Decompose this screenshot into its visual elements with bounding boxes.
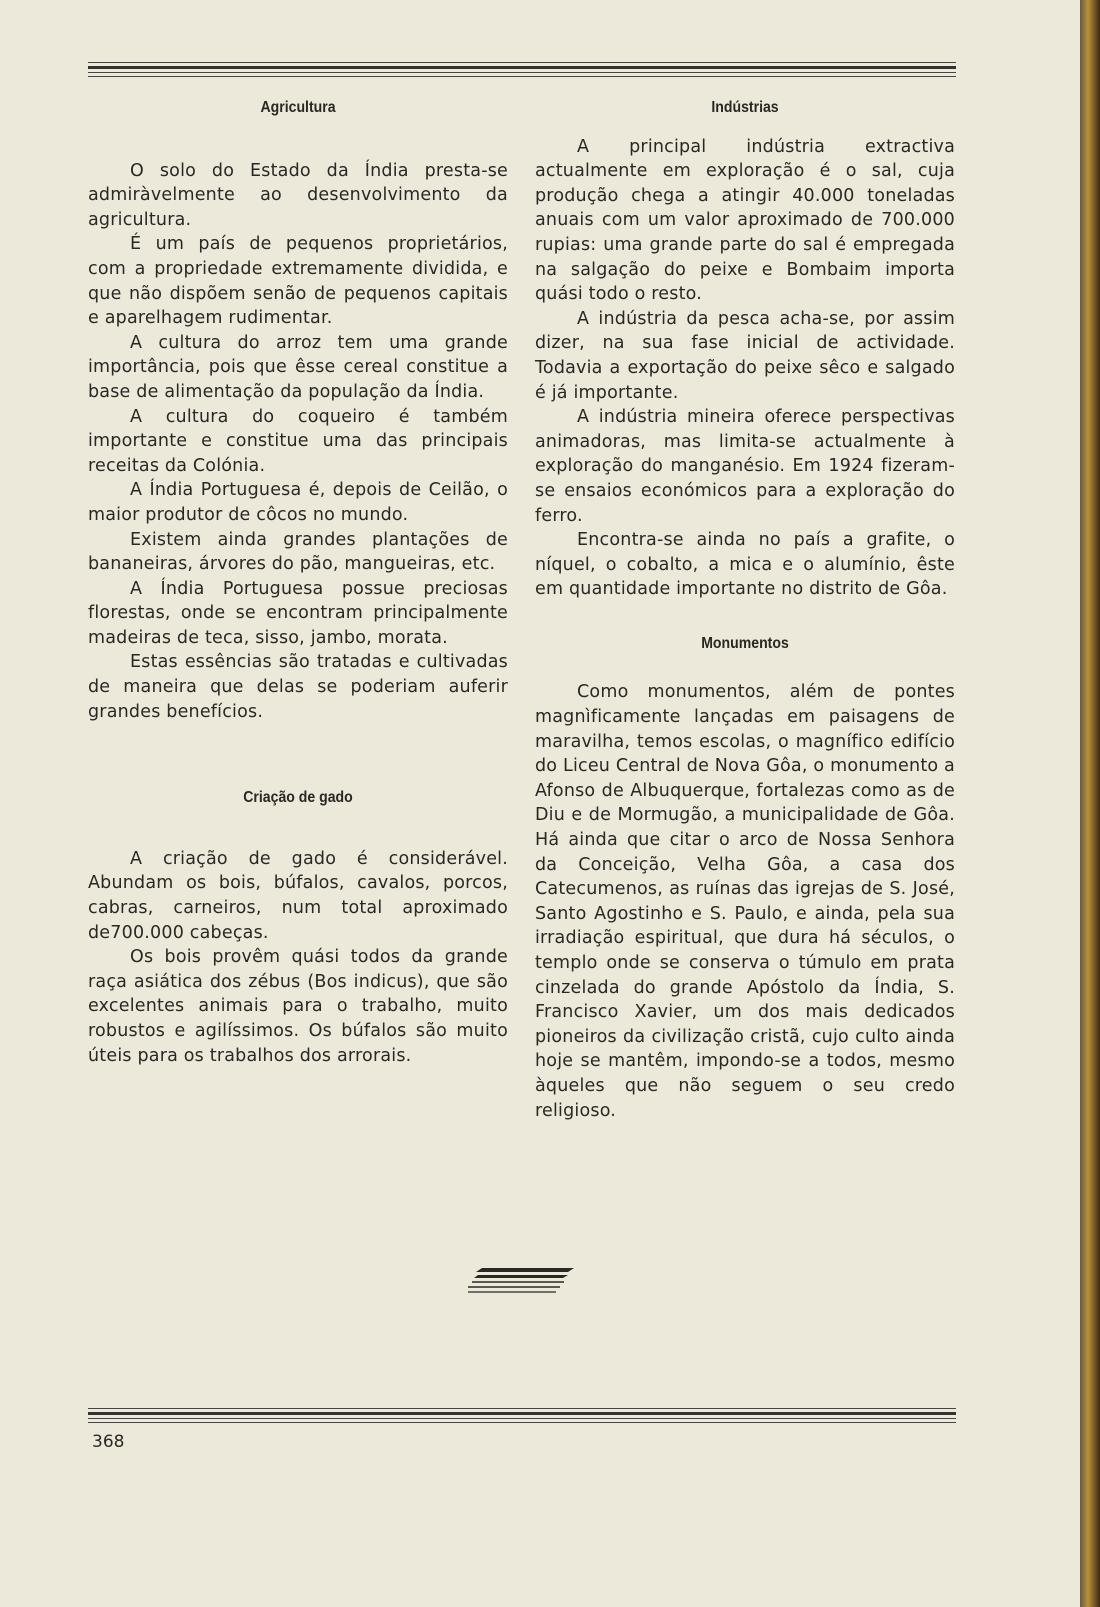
section-criacao-de-gado (88, 724, 508, 1068)
paragraph: Como monumentos, além de pontes magnìficamente lançadas em paisagens de maravilha, temos escolas, o magnífico edifício do Liceu Central de Nova Gôa, o monumento a Afonso de Albuquerque, fortalezas como as de Diu e de Mormugão, a municipalidade de Gôa. Há ainda que citar o arco de Nossa Senhora da Conceição, Velha Gôa, a casa dos Catecumenos, as ruínas das igrejas de S. José, Santo Agostinho e S. Paulo, e ainda, pela sua irradiação espiritual, que dura há séculos, o templo onde se conserva o túmulo em prata cinzelada do grande Apóstolo da Índia, S. Francisco Xavier, um dos mais dedicados pioneiros da civilização cristã, cujo culto ainda hoje se mantêm, impondo-se a todos, mesmo àqueles que não seguem o seu credo religioso. (535, 682, 955, 1121)
paragraph: A cultura do arroz tem uma grande importância, pois que êsse cereal constitue a base de alimentação da população da Índia. (88, 332, 508, 402)
section-heading: Indústrias (711, 99, 779, 116)
top-rule (88, 62, 956, 80)
page-number: 368 (92, 1432, 125, 1452)
paragraph: A Índia Portuguesa é, depois de Ceilão, o maior produtor de côcos no mundo. (88, 480, 508, 525)
paragraph: A cultura do coqueiro é também importante e constitue uma das principais receitas da Colónia. (88, 406, 508, 476)
right-column (535, 96, 955, 1123)
paragraph: Os bois provêm quási todos da grande raça asiática dos zébus (Bos indicus), que são excelentes animais para o trabalho, muito robustos e agilíssimos. Os búfalos são muito úteis para os trabalhos dos arrorais. (88, 947, 508, 1066)
paragraph: A indústria da pesca acha-se, por assim dizer, na sua fase inicial de actividade. Todavia a exportação do peixe sêco e salgado é já importante. (535, 308, 955, 403)
paragraph: Existem ainda grandes plantações de bananeiras, árvores do pão, mangueiras, etc. (88, 529, 508, 575)
paragraph: O solo do Estado da Índia presta-se admiràvelmente ao desenvolvimento da agricultura. (88, 160, 508, 230)
paragraph: A Índia Portuguesa possue preciosas florestas, onde se encontram principalmente madeiras de teca, sisso, jambo, morata. (88, 578, 508, 648)
paragraph: Estas essências são tratadas e cultivadas de maneira que delas se poderiam auferir grandes benefícios. (88, 652, 508, 722)
bottom-rule (88, 1408, 956, 1426)
book-spine-edge (1080, 0, 1100, 1607)
section-monumentos (535, 602, 955, 1123)
paragraph: A principal indústria extractiva actualmente em exploração é o sal, cuja produção chega a atingir 40.000 toneladas anuais com um valor aproximado de 700.000 rupias: uma grande parte do sal é empregada na salgação do peixe e Bombaim importa quási todo o resto. (535, 136, 955, 305)
section-heading: Monumentos (701, 634, 789, 652)
section-agricultura (88, 96, 508, 724)
section-industrias (535, 96, 955, 602)
paragraph: Encontra-se ainda no país a grafite, o níquel, o cobalto, a mica e o alumínio, êste em quantidade importante no distrito de Gôa. (535, 530, 955, 600)
ornament-divider-icon (468, 1266, 588, 1296)
section-heading: Criação de gado (243, 789, 353, 807)
paragraph: A criação de gado é considerável. Abundam os bois, búfalos, cavalos, porcos, cabras, carneiros, num total aproximado de700.000 cabeças. (88, 848, 508, 943)
paragraph: É um país de pequenos proprietários, com a propriedade extremamente dividida, e que não dispõem senão de pequenos capitais e aparelhagem rudimentar. (88, 234, 508, 329)
left-column (88, 96, 508, 1068)
paragraph: A indústria mineira oferece perspectivas animadoras, mas limita-se actualmente à exploração do manganésio. Em 1924 fizeram-se ensaios económicos para a exploração do ferro. (535, 407, 955, 526)
section-heading: Agricultura (260, 99, 336, 116)
